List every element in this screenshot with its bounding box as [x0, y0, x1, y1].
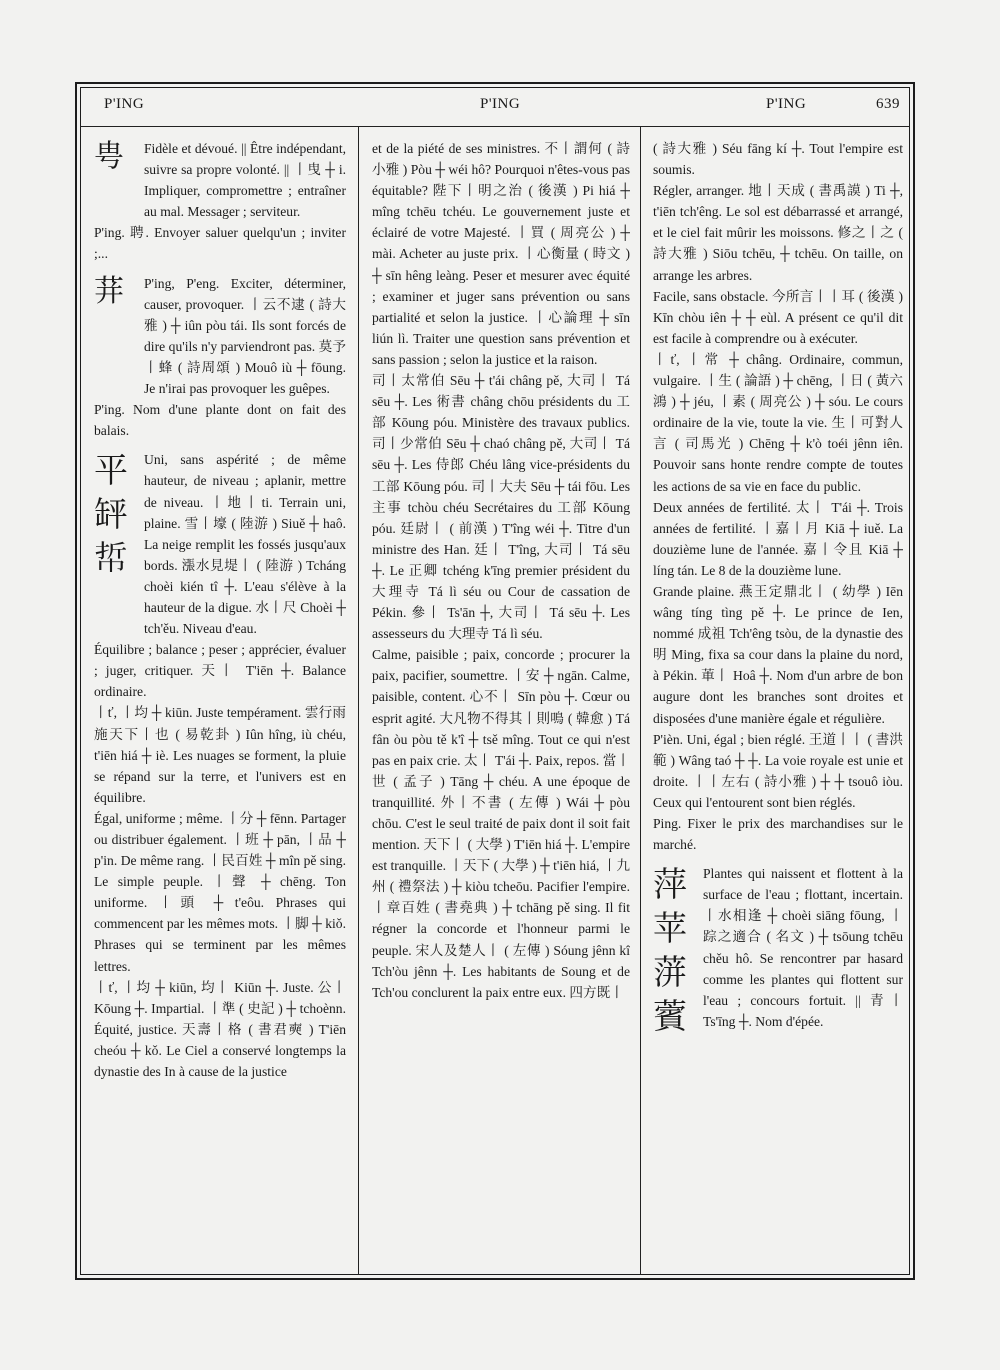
entry-paragraph: Équilibre ; balance ; peser ; apprécier, évaluer ; juger, critiquer. 天丨 T'iēn ┼. Balance ordinaire.	[94, 642, 346, 700]
entry-paragraph: ( 詩大雅 ) Séu fāng kí ┼. Tout l'empire est soumis.	[653, 141, 903, 178]
entry-paragraph: P'ing. 聘. Envoyer saluer quelqu'un ; inviter ;...	[94, 225, 346, 262]
entry-definition: P'ing, P'eng. Exciter, déterminer, causer, provoquer. 丨云不逮 ( 詩大雅 ) ┼ iûn pòu tái. Ils sont forcés de dire qu'ils n'y parviendront pas. 莫予丨蜂 ( 詩周頌 ) Mouô iù ┼ fōung. Je n'irai pas provoquer les guêpes.	[144, 275, 346, 397]
entry-paragraph: Régler, arranger. 地丨天成 ( 書禹謨 ) Ti ┼, t'iēn tch'êng. Le sol est débarrassé et arrangé, et le ciel fait mûrir les moissons. 修之丨之 ( 詩大雅 ) Siōu tchēu, ┼ tchēu. On taille, on arrange les arbres.	[653, 183, 903, 283]
entry-character: 𢂼	[94, 539, 128, 580]
entry-character: 荓	[94, 273, 124, 309]
entry-definition: Fidèle et dévoué. || Être indépendant, suivre sa propre volonté. || 丨曳 ┼ i. Impliquer, compromettre ; entraîner au mal. Messager ; serviteur.	[144, 141, 346, 220]
entry-character: 䍈	[94, 495, 128, 536]
entry-character: 蓱	[653, 953, 687, 994]
entry-paragraph: Facile, sans obstacle. 今所言丨丨耳 ( 後漢 ) Kīn chòu iên ┼ ┼ eùl. A présent ce qu'il dit est facile à comprendre ou à exécuter.	[653, 288, 903, 346]
entry-character: 甹	[94, 139, 124, 174]
entry-character: 苹	[653, 909, 687, 950]
entry-head-3	[94, 449, 346, 639]
header-left: P'ING	[104, 96, 145, 112]
header-center: P'ING	[480, 96, 521, 112]
entry-paragraph: 丨ť, 丨常 ┼ châng. Ordinaire, commun, vulgaire. 丨生 ( 論語 ) ┼ chēng, 丨日 ( 黃六鴻 ) ┼ jéu, 丨素 ( 周亮公 ) ┼ sóu. Le cours ordinaire de la vie, toute la vie. 生丨可對人言 ( 司馬光 ) Chēng ┼ k'ò toéi jênn iên. Pouvoir sans honte rendre compte de toutes les actions de sa vie en face du public.	[653, 351, 903, 494]
entry-paragraph: Égal, uniforme ; même. 丨分 ┼ fēnn. Partager ou distribuer également. 丨班 ┼ pān, 丨品 ┼ p'in. De même rang. 丨民百姓 ┼ mîn pě sing. Le simple peuple. 丨聲 ┼ chēng. Ton uniforme. 丨頭 ┼ t'eôu. Phrases qui commencent par les mêmes mots. 丨脚 ┼ kiǒ. Phrases qui se terminent par les mêmes lettres.	[94, 810, 346, 974]
entry-head-1	[94, 138, 346, 222]
entry-character: 萍	[653, 865, 687, 906]
entry-paragraph: et de la piété de ses ministres. 不丨謂何 ( 詩小雅 ) Pòu ┼ wéi hô? Pourquoi n'êtes-vous pas équitable? 陛下丨明之治 ( 後漢 ) Pi hiá ┼ mîng tchēu tchéu. Le gouvernement juste et éclairé de votre Majesté. 丨買 ( 周亮公 ) ┼ mài. Acheter au juste prix. 丨心衡量 ( 時文 ) ┼ sīn hêng leàng. Peser et mesurer avec équité ; examiner et juger sans prévention ou sans partialité et selon la justice. 丨心論理 ┼ sīn liún lì. Traiter une question sans prévention et sans passion ; selon la justice et la raison.	[372, 141, 630, 367]
entry-paragraph: Deux années de fertilité. 太丨 T'ái ┼. Trois années de fertilité. 丨嘉丨月 Kiā ┼ iuě. La douzième lune de l'année. 嘉丨令且 Kiā ┼ líng tán. Le 8 de la douzième lune.	[653, 499, 903, 578]
entry-character-stack	[94, 449, 138, 581]
entry-character-stack	[653, 863, 697, 1039]
entry-definition: Plantes qui naissent et flottent à la surface de l'eau ; flottant, incertain. 丨水相逢 ┼ choèi siāng fōung, 丨踪之適合 ( 名文 ) ┼ tsōung tchēu chěu hô. Se rencontrer par hasard comme les plantes qui flottent sur l'eau ; concours fortuit. || 青丨 Ts'īng ┼. Nom d'épée.	[703, 866, 903, 1029]
column-rule-2	[640, 126, 641, 1275]
running-header	[90, 96, 906, 124]
page-number: 639	[876, 96, 900, 112]
entry-paragraph: 丨ť, 丨均 ┼ kiūn, 均丨 Kiūn ┼. Juste. 公丨 Kōung ┼. Impartial. 丨準 ( 史記 ) ┼ tchoènn. Équité, justice. 天壽丨格 ( 書君奭 ) T'iēn cheóu ┼ kǒ. Le Ciel a conservé longtemps la dynastie des In à cause de la justice	[94, 979, 346, 1080]
entry-character: 薲	[653, 997, 687, 1038]
column-2	[372, 138, 630, 1266]
entry-paragraph: Grande plaine. 燕王定鼎北丨 ( 幼學 ) Iēn wâng tíng tìng pě ┼. Le prince de Ien, nommé 成祖 Tch'êng tsòu, de la dynastie des 明 Ming, fixa sa cour dans la plaine du nord, à Pékin. 莗丨 Hoâ ┼. Nom d'un arbre de bon augure dont les branches sont droites et disposées d'une manière égale et régulière.	[653, 583, 903, 726]
entry-paragraph: P'ièn. Uni, égal ; bien réglé. 王道丨丨 ( 書洪範 ) Wâng taó ┼ ┼. La voie royale est unie et droite. 丨丨左右 ( 詩小雅 ) ┼ ┼ tsouô iòu. Ceux qui l'entourent sont bien réglés.	[653, 731, 903, 810]
entry-head-4	[653, 863, 903, 1039]
entry-character: 平	[94, 451, 128, 492]
header-rule	[80, 126, 910, 127]
header-right: P'ING	[766, 96, 807, 112]
entry-definition: Uni, sans aspérité ; de même hauteur, de niveau ; aplanir, mettre de niveau. 丨地丨ti. Terrain uni, plaine. 雪丨壕 ( 陸游 ) Siuě ┼ haô. La neige remplit les fossés jusqu'aux bords. 漲水見堤丨 ( 陸游 ) Tcháng choèi kién tî ┼. L'eau s'élève à la hauteur de la digue. 水丨尺 Choèi ┼ tch'ěu. Niveau d'eau.	[144, 452, 346, 637]
entry-paragraph: Calme, paisible ; paix, concorde ; procurer la paix, pacifier, soumettre. 丨安 ┼ ngān. Calme, paisible, content. 心不丨 Sīn pòu ┼. Cœur ou esprit agité. 大凡物不得其丨則鳴 ( 韓愈 ) Tá fân òu pòu tě k'î ┼ tsě mîng. Tout ce qui n'est pas en paix crie. 太丨 T'ái ┼. Paix, repos. 當丨世 ( 孟子 ) Tāng ┼ chéu. A une époque de tranquillité. 外丨不書 ( 左傳 ) Wái ┼ pòu chōu. C'est le seul traité de paix dont il soit fait mention. 天下丨 ( 大學 ) T'iēn hiá ┼. L'empire est tranquille. 丨天下 ( 大學 ) ┼ t'iēn hiá, 丨九州 ( 禮祭法 ) ┼ kiòu tcheōu. Pacifier l'empire. 丨章百姓 ( 書堯典 ) ┼ tchāng pě sing. Il fit régner la concorde et l'honneur parmi le peuple. 宋人及楚人丨 ( 左傳 ) Sóung jênn kî Tch'òu jênn ┼. Les habitants de Soung et de Tch'ou conclurent la paix entre eux. 四方既丨	[372, 647, 630, 1000]
column-rule-1	[358, 126, 359, 1275]
entry-paragraph: 司丨太常伯 Sēu ┼ t'ái châng pě, 大司丨 Tá sēu ┼. Les 術書 châng chōu présidents du 工部 Kōung póu. Ministère des travaux publics. 司丨少常伯 Sēu ┼ chaó châng pě, 大司丨 Tá sēu ┼. Les 侍郎 Chéu lâng vice-présidents du 工部 Kōung póu. 司丨大夫 Sēu ┼ tái fōu. Les 主事 tchòu chéu Secrétaires du 工部 Kōung póu. 廷尉丨 ( 前漢 ) T'îng wéi ┼. Titre d'un ministre des Han. 廷丨 T'îng, 大司丨 Tá sēu ┼. Le 正卿 tchéng k'īng premier président du 大理寺 Tá lì séu ou Cour de cassation de Pékin. 參丨 Ts'ān ┼, 大司丨 Tá sēu ┼. Les assesseurs du 大理寺 Tá lì séu.	[372, 373, 630, 642]
entry-paragraph: P'ing. Nom d'une plante dont on fait des balais.	[94, 402, 346, 439]
column-1	[94, 138, 346, 1266]
entry-head-2	[94, 273, 346, 400]
column-3	[653, 138, 903, 1266]
entry-paragraph: Ping. Fixer le prix des marchandises sur le marché.	[653, 816, 903, 853]
entry-paragraph: 丨ť, 丨均 ┼ kiūn. Juste tempérament. 雲行雨施天下丨也 ( 易乾卦 ) Iûn hîng, iù chéu, t'iēn hiá ┼ iè. Les nuages se forment, la pluie se répand sur la terre, et l'univers est en équilibre.	[94, 705, 346, 805]
